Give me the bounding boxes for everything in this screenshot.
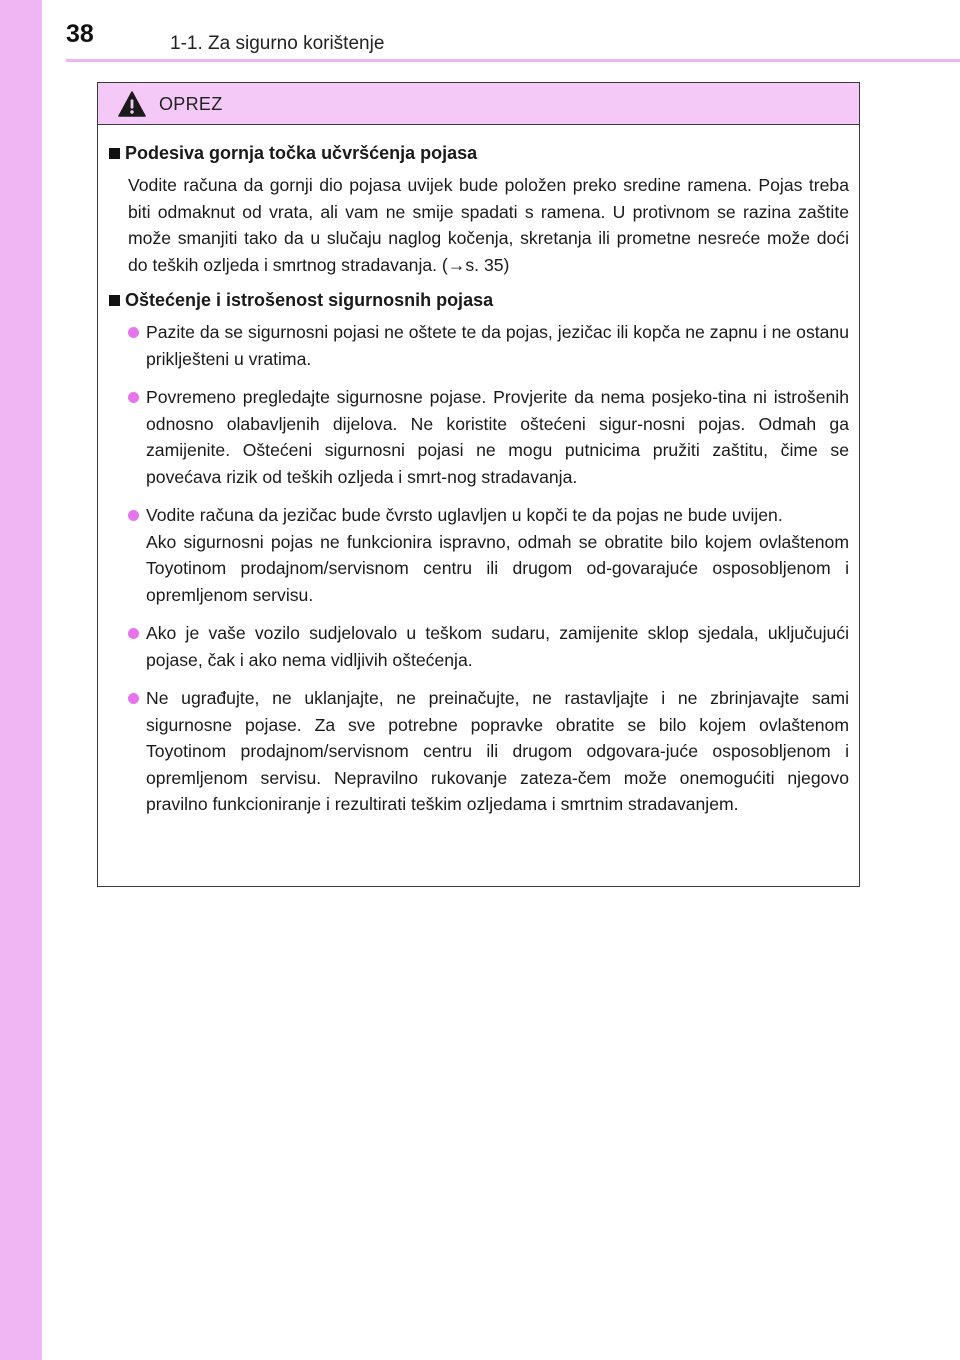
section-text: Vodite računa da gornji dio pojasa uvijek bude položen preko sredine ramena. Pojas treba biti odmaknut od vrata, ali vam ne smije spadati s ramena. U protivnom se razina zaštite može smanjiti tako da u slučaju naglog kočenja, skretanja ili prometne nesreće može doći do teških ozljeda i smrtnog stradavanja. (→s. 35) bbox=[128, 175, 849, 275]
section-heading-text: Podesiva gornja točka učvršćenja pojasa bbox=[125, 143, 478, 163]
page-header bbox=[0, 0, 960, 62]
bullet-paragraph: Vodite računa da jezičac bude čvrsto uglavljen u kopči te da pojas ne bude uvijen. bbox=[146, 505, 783, 525]
caution-header bbox=[98, 83, 859, 125]
section-adjustable-anchor bbox=[106, 141, 851, 278]
round-bullet-icon bbox=[128, 510, 139, 521]
bullet-text bbox=[146, 319, 851, 372]
caution-body bbox=[98, 125, 859, 818]
bullet-paragraph: Ne ugrađujte, ne uklanjajte, ne preinačujte, ne rastavljajte i ne zbrinjavajte sami sigurnosne pojase. Za sve potrebne popravke obratite se bilo kojem ovlaštenom Toyotinom prodajnom/servisnom centru ili drugom odgovara-juće osposobljenom i opremljenom servisu. Nepravilno rukovanje zateza-čem može onemogućiti njegovo pravilno funkcioniranje i rezultirati teškim ozljedama i smrtnim stradavanjem. bbox=[146, 688, 849, 814]
bullet-item bbox=[106, 384, 851, 490]
bullet-text bbox=[146, 384, 851, 490]
bullet-text bbox=[146, 502, 851, 608]
round-bullet-icon bbox=[128, 693, 139, 704]
round-bullet-icon bbox=[128, 392, 139, 403]
bullet-paragraph: Pazite da se sigurnosni pojasi ne oštete te da pojas, jezičac ili kopča ne zapnu i ne ostanu priklješteni u vratima. bbox=[146, 322, 849, 369]
bullet-text bbox=[146, 685, 851, 818]
header-divider bbox=[66, 59, 960, 62]
section-heading bbox=[106, 141, 851, 166]
section-heading-text: Oštećenje i istrošenost sigurnosnih pojasa bbox=[125, 290, 494, 310]
bullet-item bbox=[106, 502, 851, 608]
caution-label: OPREZ bbox=[159, 94, 223, 114]
section-title: 1-1. Za sigurno korištenje bbox=[170, 33, 385, 54]
caution-box bbox=[97, 82, 860, 887]
bullet-item bbox=[106, 319, 851, 372]
bullet-paragraph: Ako je vaše vozilo sudjelovalo u teškom sudaru, zamijenite sklop sjedala, uključujući pojase, čak i ako nema vidljivih oštećenja. bbox=[146, 623, 849, 670]
round-bullet-icon bbox=[128, 327, 139, 338]
warning-triangle-icon bbox=[118, 91, 146, 117]
bullet-item bbox=[106, 685, 851, 818]
page-number: 38 bbox=[66, 20, 94, 48]
bullet-item bbox=[106, 620, 851, 673]
section-belt-damage bbox=[106, 288, 851, 818]
chapter-side-tab bbox=[0, 0, 42, 1360]
section-heading bbox=[106, 288, 851, 313]
round-bullet-icon bbox=[128, 628, 139, 639]
bullet-paragraph: Ako sigurnosni pojas ne funkcionira ispravno, odmah se obratite bilo kojem ovlaštenom Toyotinom prodajnom/servisnom centru ili drugom od-govarajuće osposobljenom i opremljenom servisu. bbox=[146, 531, 849, 605]
square-bullet-icon bbox=[109, 148, 120, 159]
bullet-text bbox=[146, 620, 851, 673]
bullet-paragraph: Povremeno pregledajte sigurnosne pojase. Provjerite da nema posjeko-tina ni istrošenih odnosno olabavljenih dijelova. Ne koristite oštećeni sigur-nosni pojas. Odmah ga zamijenite. Oštećeni sigurnosni pojasi ne mogu putnicima pružiti zaštitu, čime se povećava rizik od teških ozljeda i smrt-nog stradavanja. bbox=[146, 387, 849, 487]
square-bullet-icon bbox=[109, 295, 120, 306]
